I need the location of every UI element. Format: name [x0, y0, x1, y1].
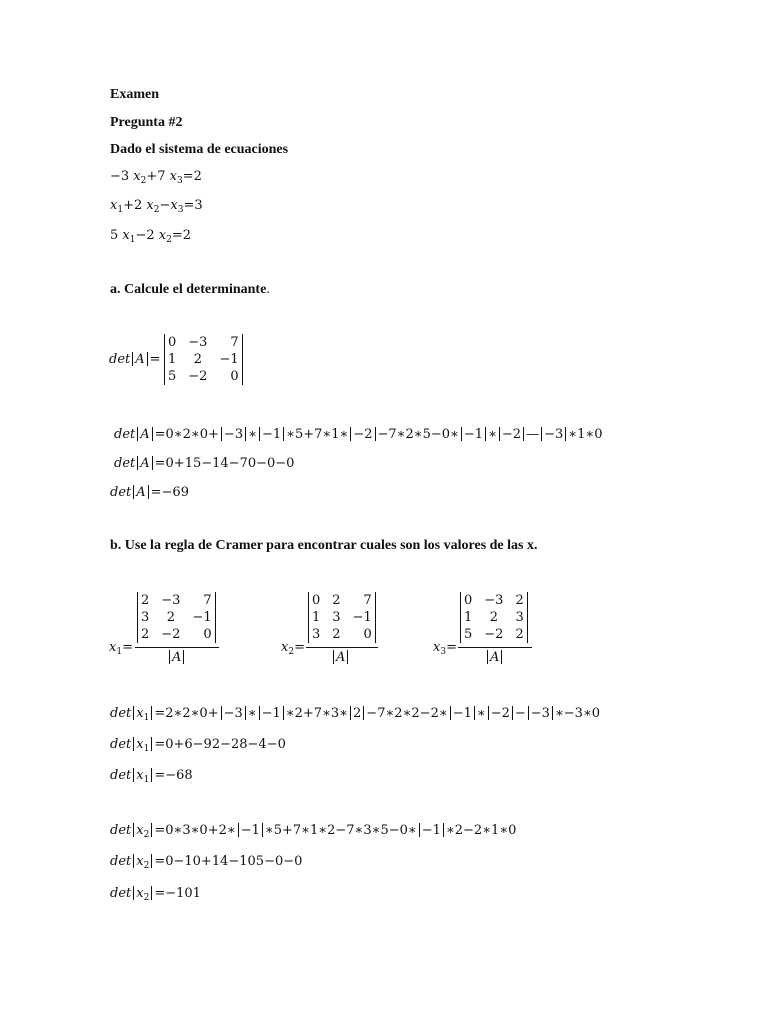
matrix-a-cell: 7: [230, 335, 239, 350]
matrix-x2-cell: 2: [332, 593, 341, 608]
matrix-a-cell: 1: [168, 352, 177, 367]
matrix-a-cell: 0: [168, 335, 177, 350]
matrix-x1-cell: 2: [141, 593, 150, 608]
matrix-x3-cell: 2: [515, 627, 524, 642]
matrix-a-cell: −1: [219, 352, 239, 367]
matrix-x2: [308, 592, 376, 643]
denominator-x2: A: [331, 650, 350, 665]
det-a-lhs: det A =: [109, 352, 161, 367]
det-x1-step-2: $\det x_1 =0+6-92-28-4-0$: [110, 737, 286, 754]
matrix-x1-cell: 0: [203, 627, 212, 642]
equation-3: 5 $x_1-2$ $x_2=2$: [110, 228, 192, 245]
part-b-heading: b. Use la regla de Cramer para encontrar cuales son los valores de las x.: [110, 538, 538, 553]
matrix-x3-cell: −2: [484, 627, 504, 642]
fraction-line-x1: [135, 647, 219, 648]
document-title: Examen: [110, 87, 159, 102]
matrix-x3-cell: 1: [464, 610, 473, 625]
matrix-x1-cell: 3: [141, 610, 150, 625]
det-x2-step-1: $\det x_2$ =0∗3∗0+2∗ −1 ∗5+7∗1∗2−7∗3∗5−0∗ −1 ∗2−2∗1∗0: [110, 823, 517, 840]
matrix-x3-cell: −3: [484, 593, 504, 608]
matrix-a-cell: −3: [188, 335, 208, 350]
matrix-a-cell: 5: [168, 369, 177, 384]
matrix-x3: [460, 592, 528, 643]
cramer-x3-lhs: $x_3=$: [433, 640, 457, 657]
part-a-label: a. Calcule el determinante: [110, 282, 267, 297]
matrix-x2-cell: 7: [363, 593, 372, 608]
matrix-x3-cell: 5: [464, 627, 473, 642]
matrix-x1-cell: −3: [161, 593, 181, 608]
matrix-x2-cell: 1: [312, 610, 321, 625]
matrix-a: [164, 334, 243, 385]
matrix-x3-cell: 2: [489, 610, 498, 625]
cramer-x1-lhs: $x_1=$: [109, 640, 133, 657]
matrix-x3-cell: 3: [515, 610, 524, 625]
det-x1-step-1: $\det x_1$ =2∗2∗0+ −3 ∗ −1 ∗2+7∗3∗ 2 −7∗2∗2−2∗ −1 ∗ −2 − −3 ∗−3∗0: [110, 706, 601, 723]
matrix-x1-cell: 7: [203, 593, 212, 608]
matrix-x2-cell: 2: [332, 627, 341, 642]
det-x1-step-3: $\det x_1 =-68$: [110, 768, 193, 785]
det-a-step-3: det A =−69: [110, 485, 189, 500]
matrix-a-cell: 2: [193, 352, 202, 367]
fraction-line-x2: [306, 647, 378, 648]
det-x2-step-2: $\det x_2 =0-10+14-105-0-0$: [110, 854, 303, 871]
denominator-x3: A: [485, 650, 504, 665]
matrix-x1-cell: 2: [166, 610, 175, 625]
matrix-x2-cell: −1: [352, 610, 372, 625]
matrix-a-cell: −2: [188, 369, 208, 384]
matrix-x2-cell: 0: [363, 627, 372, 642]
matrix-x1-cell: −1: [192, 610, 212, 625]
det-a-step-2: det A =0+15−14−70−0−0: [114, 456, 295, 471]
matrix-x2-cell: 3: [312, 627, 321, 642]
matrix-x2-cell: 3: [332, 610, 341, 625]
cramer-x2-lhs: $x_2=$: [281, 640, 305, 657]
det-x2-step-3: $\det x_2 =-101$: [110, 886, 201, 903]
equation-2: $x_1+2$ $x_2-x_3=3$: [110, 198, 203, 215]
matrix-x3-cell: 0: [464, 593, 473, 608]
matrix-x1: [137, 592, 216, 643]
question-title: Pregunta #2: [110, 115, 183, 130]
matrix-x3-cell: 2: [515, 593, 524, 608]
part-a-heading: [110, 282, 270, 298]
matrix-x2-cell: 0: [312, 593, 321, 608]
equation-1: −3 $x_2+7$ $x_3=2$: [110, 169, 202, 186]
matrix-x1-cell: −2: [161, 627, 181, 642]
fraction-line-x3: [458, 647, 532, 648]
part-a-suffix: .: [266, 282, 270, 297]
matrix-a-cell: 0: [230, 369, 239, 384]
det-a-step-1: det A =0∗2∗0+ −3 ∗ −1 ∗5+7∗1∗ −2 −7∗2∗5−0∗ −1 ∗ −2 — −3 ∗1∗0: [114, 427, 603, 442]
intro-text: Dado el sistema de ecuaciones: [110, 142, 289, 157]
denominator-x1: A: [167, 650, 186, 665]
matrix-x1-cell: 2: [141, 627, 150, 642]
